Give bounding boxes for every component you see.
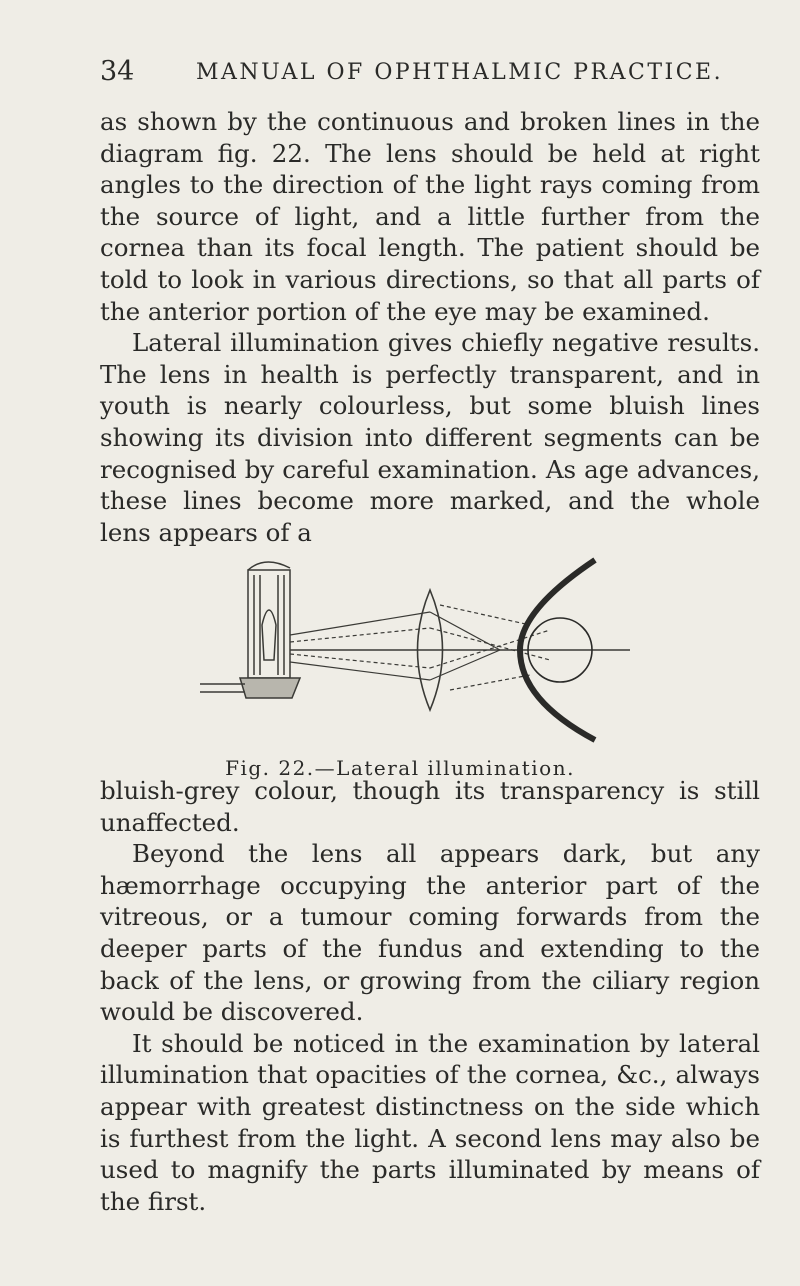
running-title: MANUAL OF OPHTHALMIC PRACTICE. [196,60,724,85]
body-text-bottom [100,775,760,1217]
page-number: 34 [100,56,135,87]
lateral-illumination-figure [200,550,630,750]
lamp-icon [200,562,300,698]
paragraph: It should be noticed in the examination by lateral illumination that opacities of the cornea, &c., always appear with greatest distinctness on the side which is furthest from the light. A second lens may also be used to magnify the parts illuminated by means of the first. [100,1028,760,1216]
figure-caption: Fig. 22.—Lateral illumination. [225,756,575,780]
paragraph: bluish-grey colour, though its transparency is still unaffected. [100,776,760,837]
paragraph: Lateral illumination gives chiefly negative results. The lens in health is perfectly transparent, and in youth is nearly colourless, but some bluish lines showing its division into different segments can be recognised by careful examination. As age advances, these lines become more marked, and the whole lens appears of a [100,328,760,547]
body-text-top [100,106,760,548]
paragraph: Beyond the lens all appears dark, but any hæmorrhage occupying the anterior part of the vitreous, or a tumour coming forwards from the deeper parts of the fundus and extending to the back of the lens, or growing from the ciliary region would be discovered. [100,839,760,1027]
continuous-rays [290,612,500,680]
paragraph: as shown by the continuous and broken lines in the diagram fig. 22. The lens should be held at right angles to the direction of the light rays coming from the source of light, and a little further from the cornea than its focal length. The patient should be told to look in various directions, so that all parts of the anterior portion of the eye may be examined. [100,107,760,326]
